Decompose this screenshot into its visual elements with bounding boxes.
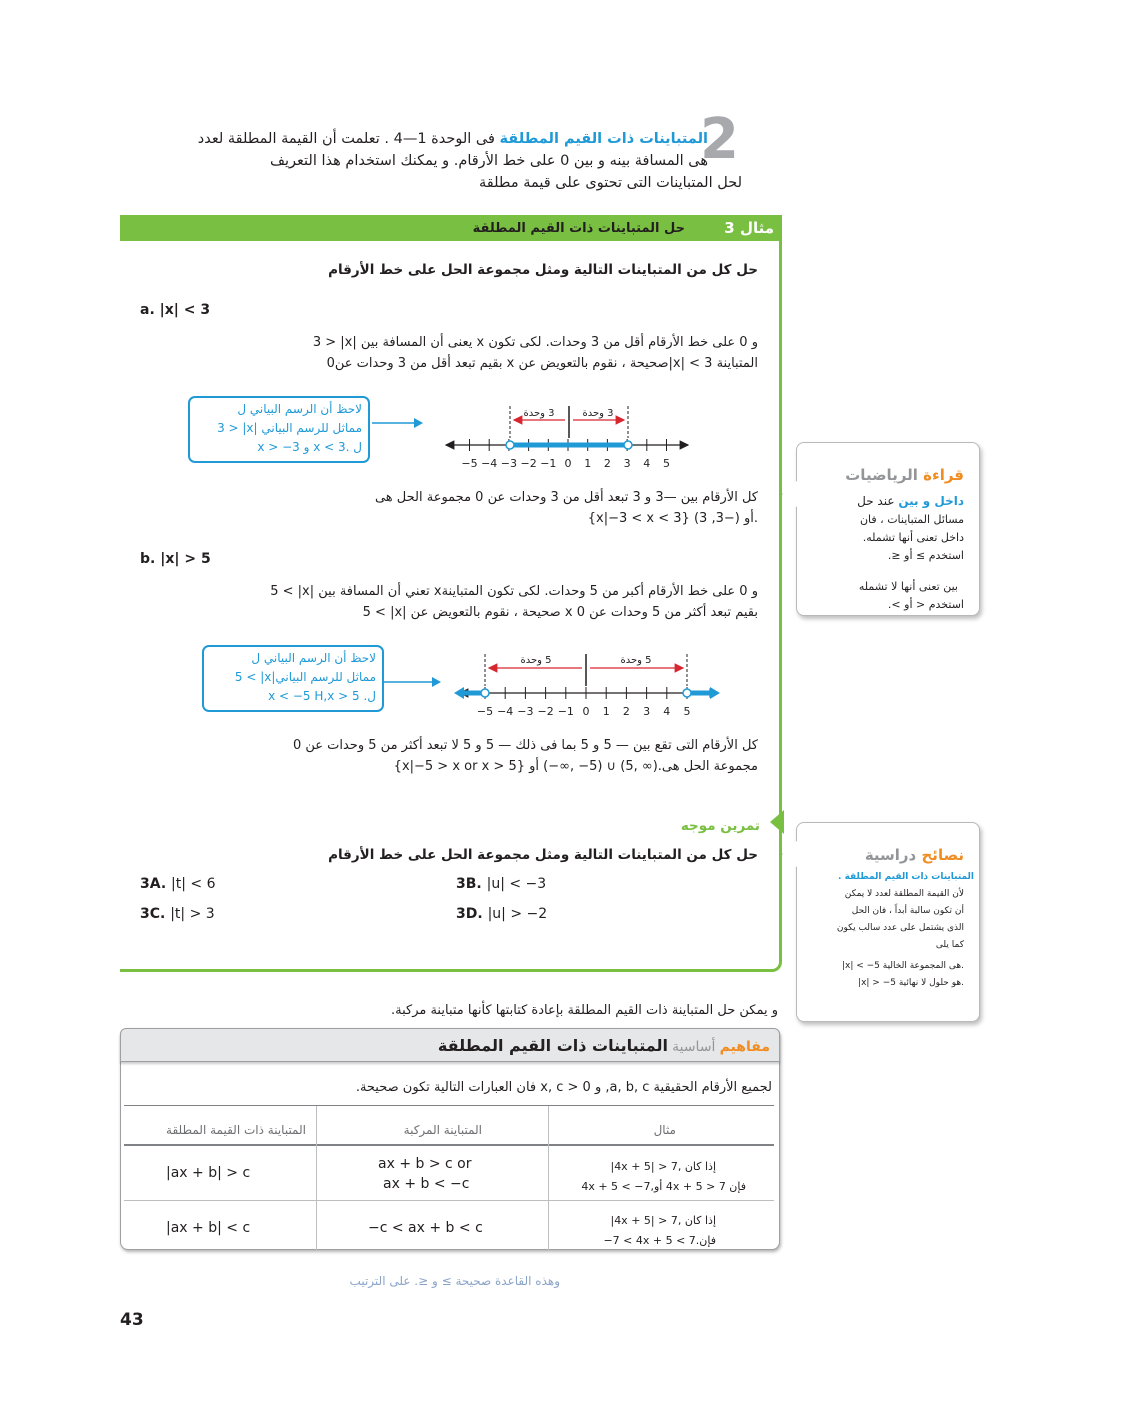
part-b-tick-label: 0 — [582, 705, 590, 718]
reading-line-2: مسائل المتباينات ، فان — [859, 513, 964, 526]
part-a-conclusion-1: كل الأرقام بين —3 و 3 تبعد أقل من 3 وحدات عن 0 مجموعة الحل هى — [374, 490, 758, 505]
part-b-tick-label: 5 — [683, 705, 691, 718]
part-b-open-circle-right — [683, 689, 691, 697]
intro-line-1-text: فى الوحدة 1—4 . تعلمت أن القيمة المطلقة لعدد — [197, 131, 495, 147]
part-a-callout-line-1: لاحظ أن الرسم البياني ل — [237, 402, 362, 416]
exercise-3b-expr: |u| < −3 — [486, 876, 547, 892]
exercise-3c[interactable] — [140, 906, 215, 922]
part-a-unit-left: 3 وحدة — [523, 408, 555, 419]
table-col-divider-1 — [316, 1106, 317, 1250]
study-tips-title — [865, 846, 964, 864]
guided-label-text: تمرين موجه — [680, 818, 760, 834]
reading-line-1-blue: داخل و بين — [898, 494, 964, 508]
row1-example-2: فإن 7 < 4x + 5 أو,4x + 5 < −7 — [581, 1180, 746, 1193]
row1-compound-2: ax + b < −c — [383, 1176, 470, 1192]
part-b-open-circle-left — [481, 689, 489, 697]
part-b-arrowhead-right — [710, 687, 720, 699]
exercise-3d-expr: |u| > −2 — [487, 906, 548, 922]
part-a-tick-label: −5 — [461, 457, 478, 470]
part-a-tick-label: 5 — [663, 457, 670, 470]
example-label: مثال 3 — [724, 219, 774, 237]
intro-line-1 — [108, 128, 708, 150]
part-a-tick-label: −4 — [481, 457, 498, 470]
study-tips-pointer — [782, 840, 798, 868]
part-b-arrowhead-left — [454, 687, 464, 699]
key-concept-title-row — [438, 1036, 770, 1055]
part-b-tick-label: −1 — [557, 705, 574, 718]
study-tips-title-gray: دراسية — [864, 846, 917, 864]
study-tips-line-5: |x| < −5 هى المجموعة الخالية. — [841, 961, 964, 971]
row2-compound-1: −c < ax + b < c — [368, 1220, 483, 1236]
study-tips-line-2: أن تكون سالبة أبداً ، فان الحل — [851, 906, 964, 916]
row2-example-1: إذا كان ,7 < |4x + 5| — [610, 1214, 716, 1227]
part-a-conclusion-2: {x|−3 < x < 3} أو (−3, 3). — [587, 511, 758, 526]
part-b-text-2: 5 < |x| صحيحة ، نقوم بالتعويض عن x بقيم تبعد أكثر من 5 وحدات عن 0 — [362, 605, 758, 620]
part-a-callout-line-3: x > −3 و x < 3. ل — [257, 440, 362, 454]
part-b-conclusion-1: كل الأرقام التى تقع بين — 5 و 5 بما فى ذلك — 5 و 5 لا تبعد أكثر من 5 وحدات عن 0 — [292, 738, 758, 753]
row2-absolute: |ax + b| < c — [166, 1220, 251, 1236]
reading-line-3: داخل تعنى أنها تشمله. — [862, 531, 964, 544]
part-a-tick-label: 1 — [584, 457, 592, 470]
reading-line-4: استخدم ≥ أو ≤. — [887, 549, 964, 562]
part-a-callout — [188, 396, 370, 463]
part-b-unit-right: 5 وحدة — [620, 655, 652, 666]
key-concept-word-2: أساسية — [672, 1039, 716, 1055]
exercise-3a-num: 3A. — [140, 876, 167, 892]
intro-line-2: هى المسافة بينه و بين 0 على خط الأرقام. و يمكنك استخدام هذا التعريف — [270, 153, 708, 169]
exercise-3c-num: 3C. — [140, 906, 166, 922]
row2-example-2: −7 < 4x + 5 < 7.فإن — [603, 1234, 716, 1247]
reading-math-title-orange: قراءة — [923, 466, 964, 484]
exercise-3a[interactable] — [140, 876, 216, 892]
part-a-tick-label: 0 — [564, 457, 572, 470]
part-a-open-circle-left — [506, 441, 514, 449]
part-a-tick-label: 3 — [623, 457, 631, 470]
reading-line-1 — [857, 492, 964, 510]
part-a-open-circle-right — [624, 441, 632, 449]
part-b-tick-label: −5 — [476, 705, 494, 718]
section-number: 2 — [700, 107, 739, 172]
part-a-tick-label: −2 — [520, 457, 537, 470]
part-b-tick-label: −4 — [497, 705, 514, 718]
study-tips-subtitle: المتباينات ذات القيم المطلقة . — [838, 872, 974, 882]
reading-line-6: استخدم < أو >. — [887, 598, 964, 611]
compound-note: و يمكن حل المتباينة ذات القيم المطلقة بإعادة كتابتها كأنها متباينة مركبة. — [390, 1003, 778, 1018]
key-concept-intro: لجميع الأرقام الحقيقية a, b, c, و x, c > 0 فان العبارات التالية تكون صحيحة. — [355, 1080, 772, 1095]
row1-absolute: |ax + b| > c — [166, 1165, 251, 1181]
exercise-3d[interactable] — [456, 906, 547, 922]
reading-math-pointer — [782, 480, 798, 508]
table-row-rule — [124, 1200, 774, 1201]
part-a-pointer — [372, 415, 424, 431]
part-b-callout — [202, 645, 384, 712]
reading-line-5: بين تعنى أنها لا تشمله — [858, 580, 958, 593]
exercise-3b[interactable] — [456, 876, 546, 892]
reading-math-title-gray: الرياضيات — [845, 466, 918, 484]
table-header-example: مثال — [653, 1123, 676, 1137]
example-title: حل المتباينات ذات القيم المطلقة — [472, 221, 685, 236]
key-concept-title: المتباينات ذات القيم المطلقة — [437, 1036, 668, 1055]
part-b-text-1: 5 < |x| تعني أن المسافة بين xو 0 على خط الأرقام أكبر من 5 وحدات. لكى تكون المتباينة — [270, 584, 758, 599]
study-tips-title-orange: نصائح — [921, 846, 964, 864]
part-a-tick-label: 2 — [603, 457, 611, 470]
part-b-tick-label: 2 — [622, 705, 630, 718]
reading-line-1-rest: عند حل — [857, 494, 895, 508]
row1-compound-1: ax + b > c or — [378, 1156, 472, 1172]
concept-footnote: وهذه القاعدة صحيحة ≥ و ≤. على الترتيب — [349, 1274, 560, 1288]
part-a-text-2: المتباينة 3 > |x|صحيحة ، نقوم بالتعويض عن x بقيم تبعد أقل من 3 وحدات عن0 — [326, 356, 758, 371]
exercise-3a-expr: |t| < 6 — [171, 876, 216, 892]
table-header-rule — [124, 1144, 774, 1146]
part-b-pointer — [384, 674, 444, 690]
part-b-tick-label: 1 — [602, 705, 610, 718]
part-a-label: a. |x| < 3 — [140, 302, 211, 318]
part-b-unit-left: 5 وحدة — [520, 655, 552, 666]
guided-label — [681, 818, 760, 834]
table-col-divider-2 — [548, 1106, 549, 1250]
part-b-callout-line-3: x < −5 H,x > 5 .ل — [268, 689, 376, 703]
page-number: 43 — [120, 1310, 144, 1330]
table-top-rule — [124, 1105, 774, 1106]
part-b-tick-label: −3 — [517, 705, 534, 718]
part-a-unit-right: 3 وحدة — [582, 408, 614, 419]
part-b-callout-line-2: 5 < |x|مماثل للرسم البياني — [234, 670, 376, 684]
part-a-callout-line-2: 3 > |x| مماثل للرسم البياني — [217, 421, 362, 435]
part-b-tick-label: 3 — [643, 705, 651, 718]
exercise-3c-expr: |t| > 3 — [170, 906, 215, 922]
part-b-label: b. |x| > 5 — [140, 551, 211, 567]
guided-instruction: حل كل من المتباينات التالية ومثل مجموعة الحل على خط الأرقام — [328, 847, 758, 863]
key-concept-word-1: مفاهيم — [719, 1039, 770, 1055]
part-a-text-1: 3 > |x| يعنى أن المسافة بين x و 0 على خط الأرقام أقل من 3 وحدات. لكى تكون — [312, 335, 758, 350]
part-b-tick-label: −2 — [537, 705, 554, 718]
study-tips-line-3: الذى يشتمل على عدد سالب يكون — [836, 923, 964, 933]
part-b-tick-label: 4 — [663, 705, 671, 718]
table-header-absolute: المتباينة ذات القيمة المطلقة — [166, 1123, 306, 1137]
table-header-compound: المتباينة المركبة — [403, 1123, 482, 1137]
reading-math-title — [845, 466, 964, 484]
row1-example-1: إذا كان ,7 < |4x + 5| — [610, 1160, 716, 1173]
example-instruction: حل كل من المتباينات التالية ومثل مجموعة الحل على خط الأرقام — [328, 262, 758, 278]
section-term: المتباينات ذات القيم المطلقة — [499, 131, 708, 147]
study-tips-line-1: لأن القيمة المطلقة لعدد لا يمكن — [844, 889, 964, 899]
study-tips-line-6: |x| > −5 هو حلول لا نهائية. — [858, 978, 964, 988]
part-a-tick-label: −1 — [540, 457, 557, 470]
exercise-3b-num: 3B. — [456, 876, 482, 892]
study-tips-line-4: كما يلى — [935, 940, 964, 950]
intro-line-3: لحل المتباينات التى تحتوى على قيمة مطلقة — [479, 175, 742, 191]
part-b-number-line — [450, 648, 730, 728]
exercise-3d-num: 3D. — [456, 906, 483, 922]
part-b-callout-line-1: لاحظ أن الرسم البياني ل — [251, 651, 376, 665]
part-b-conclusion-2: مجموعة الحل هى.(∞ ,5) ∪ (5− ,∞−) أو {x|−5 > x or x > 5} — [393, 759, 758, 774]
part-a-tick-label: 4 — [643, 457, 651, 470]
part-a-tick-label: −3 — [500, 457, 518, 470]
